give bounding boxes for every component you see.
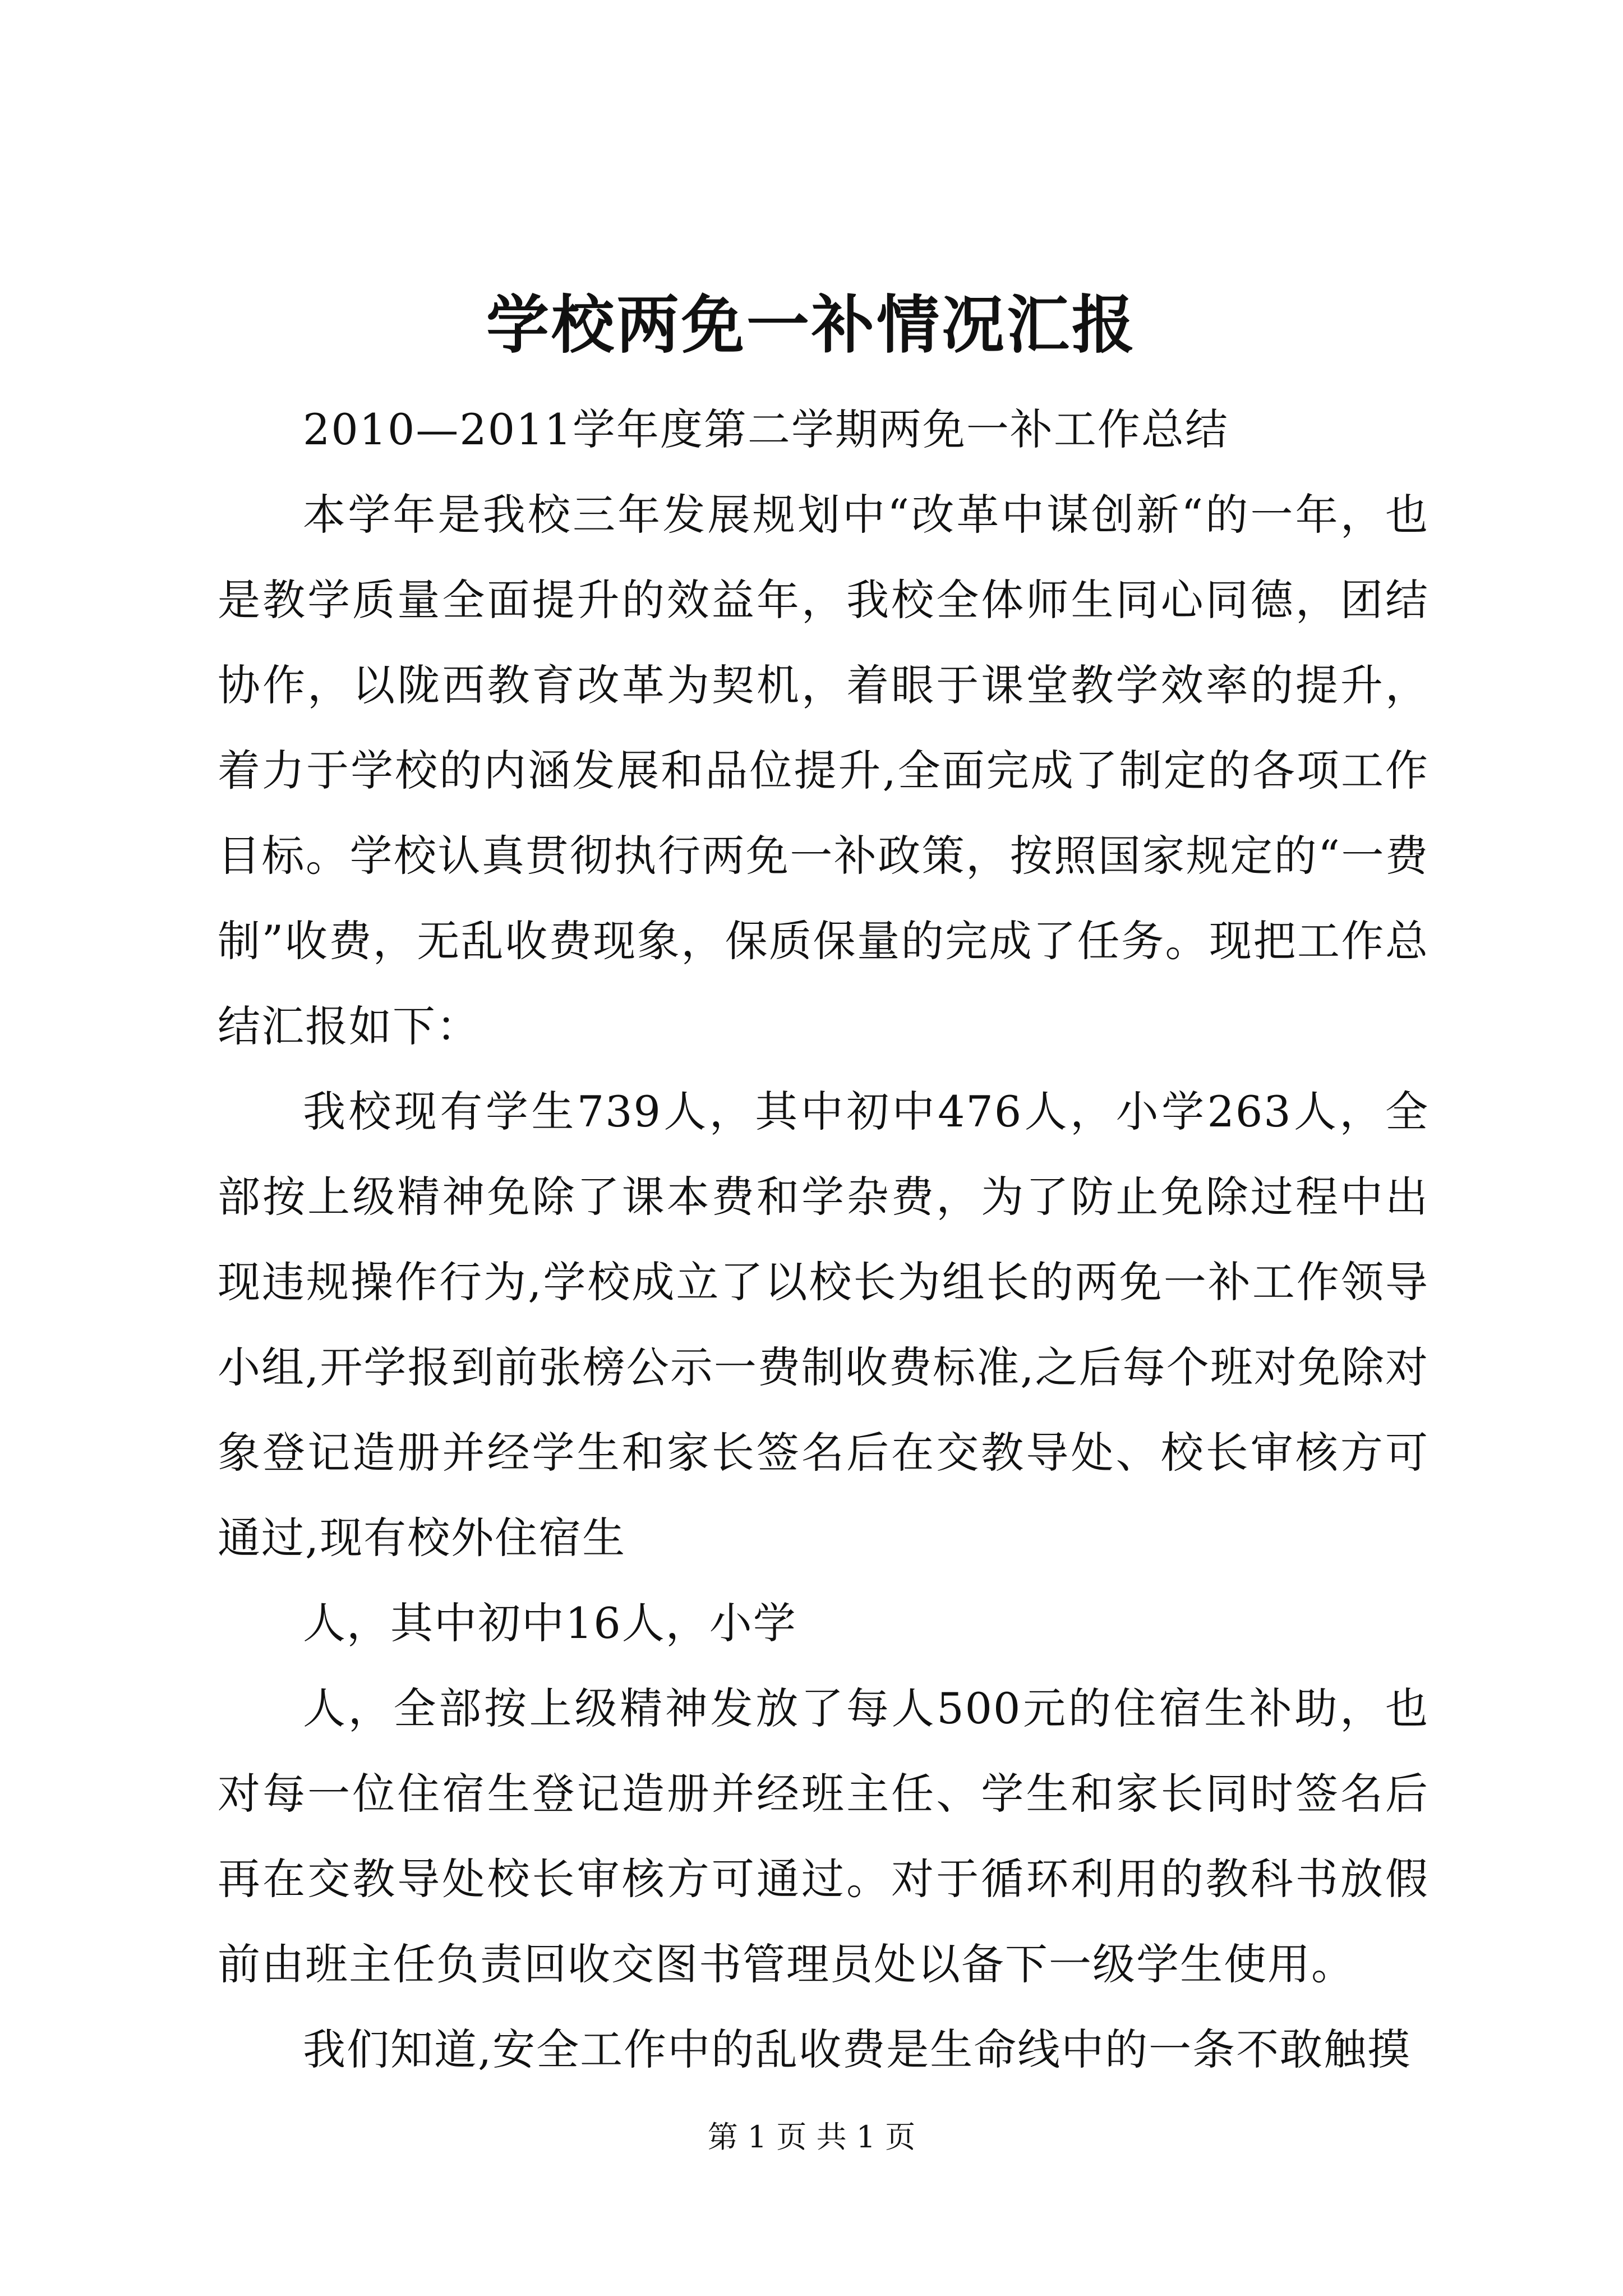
paragraph-students: 我校现有学生739人，其中初中476人，小学263人，全部按上级精神免除了课本费和学杂费，为了防止免除过程中出现违规操作行为,学校成立了以校长为组长的两免一补工作领导小组,开学报到前张榜公示一费制收费标准,之后每个班对免除对象登记造册并经学生和家长签名后在交教导处、校长审核方可通过,现有校外住宿生 [218, 1087, 1429, 1563]
paragraph-subsidy: 人，全部按上级精神发放了每人500元的住宿生补助，也对每一位住宿生登记造册并经班主任、学生和家长同时签名后再在交教导处校长审核方可通过。对于循环利用的教科书放假前由班主任负责回收交图书管理员处以备下一级学生使用。 [218, 1683, 1429, 1989]
paragraph-boarders-count: 人，其中初中16人，小学 [303, 1598, 797, 1648]
paragraph-subtitle: 2010—2011学年度第二学期两免一补工作总结 [303, 404, 1229, 454]
paragraph-safety: 我们知道,安全工作中的乱收费是生命线中的一条不敢触摸 [303, 2024, 1412, 2074]
paragraph-intro: 本学年是我校三年发展规划中“改革中谋创新“的一年，也是教学质量全面提升的效益年，我校全体师生同心同德，团结协作，以陇西教育改革为契机，着眼于课堂教学效率的提升，着力于学校的内涵发展和品位提升,全面完成了制定的各项工作目标。学校认真贯彻执行两免一补政策，按照国家规定的“一费制”收费，无乱收费现象，保质保量的完成了任务。现把工作总结汇报如下： [218, 490, 1429, 1051]
document-body [218, 387, 1429, 2092]
document-title: 学校两免一补情况汇报 [486, 288, 1137, 362]
page-number-footer: 第 1 页 共 1 页 [707, 2119, 916, 2155]
